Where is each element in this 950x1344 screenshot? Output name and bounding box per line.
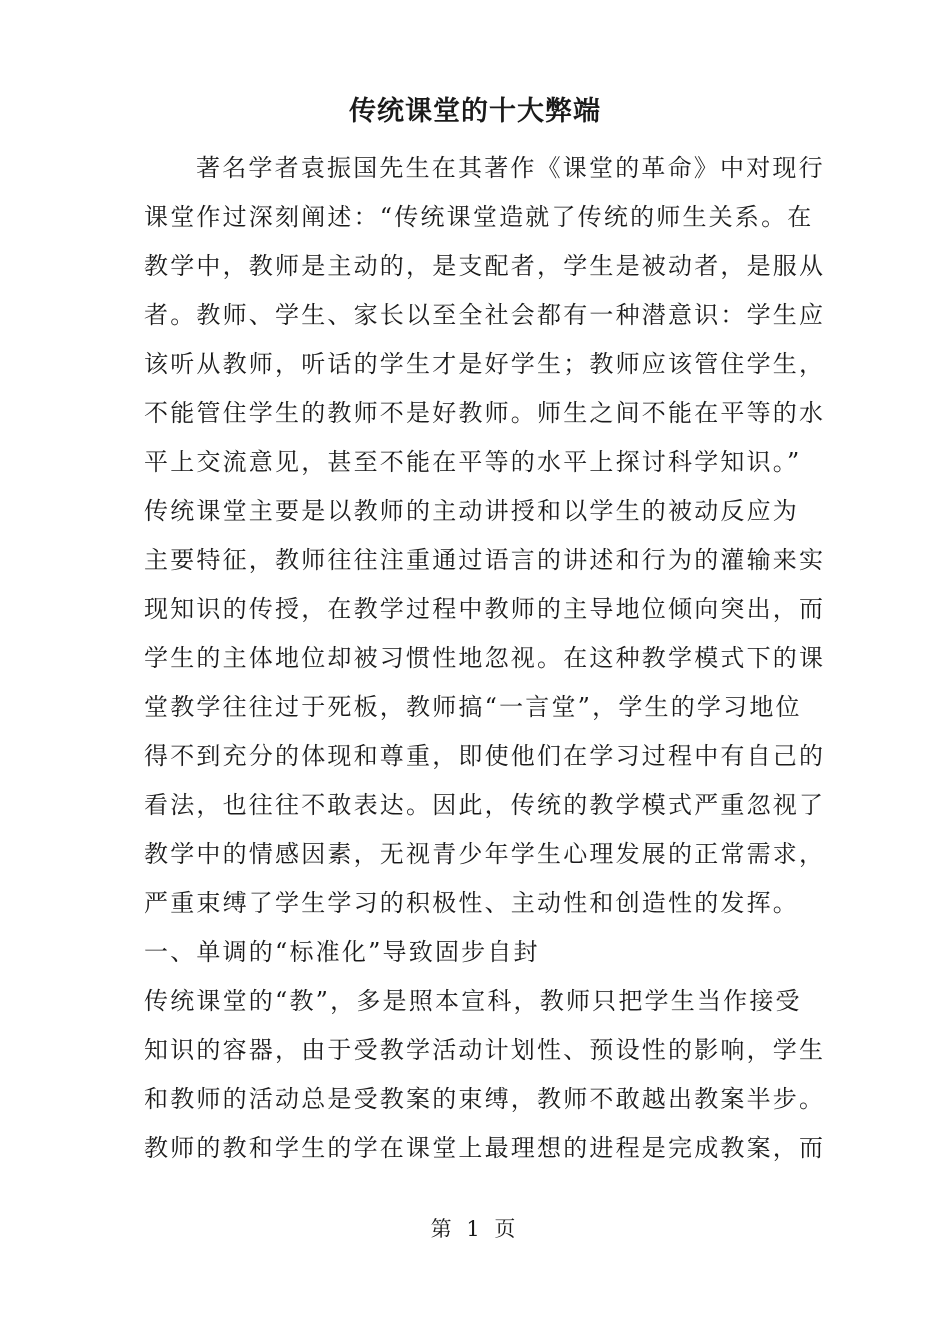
paragraph-line: 主要特征，教师往往注重通过语言的讲述和行为的灌输来实: [144, 546, 826, 574]
section-heading: 一、单调的“标准化”导致固步自封: [144, 938, 540, 966]
paragraph-line: 知识的容器，由于受教学活动计划性、预设性的影响，学生: [144, 1036, 826, 1064]
paragraph-line: 该听从教师，听话的学生才是好学生；教师应该管住学生，: [144, 350, 826, 378]
paragraph-line: 看法，也往往不敢表达。因此，传统的教学模式严重忽视了: [144, 791, 826, 819]
paragraph-line: 传统课堂主要是以教师的主动讲授和以学生的被动反应为: [144, 497, 799, 525]
paragraph-line: 教师的教和学生的学在课堂上最理想的进程是完成教案，而: [144, 1134, 826, 1162]
paragraph-line: 传统课堂的“教”，多是照本宣科，教师只把学生当作接受: [144, 987, 802, 1015]
page-number: 第 1 页: [430, 1217, 520, 1241]
paragraph-line: 学生的主体地位却被习惯性地忽视。在这种教学模式下的课: [144, 644, 826, 672]
paragraph-line: 和教师的活动总是受教案的束缚，教师不敢越出教案半步。: [144, 1085, 826, 1113]
paragraph-line: 平上交流意见，甚至不能在平等的水平上探讨科学知识。”: [144, 448, 802, 476]
document-title: 传统课堂的十大弊端: [349, 96, 601, 127]
paragraph-line: 严重束缚了学生学习的积极性、主动性和创造性的发挥。: [144, 889, 799, 917]
paragraph-line: 著名学者袁振国先生在其著作《课堂的革命》中对现行: [196, 154, 825, 182]
paragraph-line: 者。教师、学生、家长以至全社会都有一种潜意识：学生应: [144, 301, 826, 329]
paragraph-line: 课堂作过深刻阐述：“传统课堂造就了传统的师生关系。在: [144, 203, 814, 231]
paragraph-line: 教学中的情感因素，无视青少年学生心理发展的正常需求，: [144, 840, 826, 868]
paragraph-line: 堂教学往往过于死板，教师搞“一言堂”，学生的学习地位: [144, 693, 802, 721]
paragraph-line: 现知识的传授，在教学过程中教师的主导地位倾向突出，而: [144, 595, 826, 623]
paragraph-line: 教学中，教师是主动的，是支配者，学生是被动者，是服从: [144, 252, 826, 280]
paragraph-line: 得不到充分的体现和尊重，即使他们在学习过程中有自己的: [144, 742, 826, 770]
paragraph-line: 不能管住学生的教师不是好教师。师生之间不能在平等的水: [144, 399, 826, 427]
